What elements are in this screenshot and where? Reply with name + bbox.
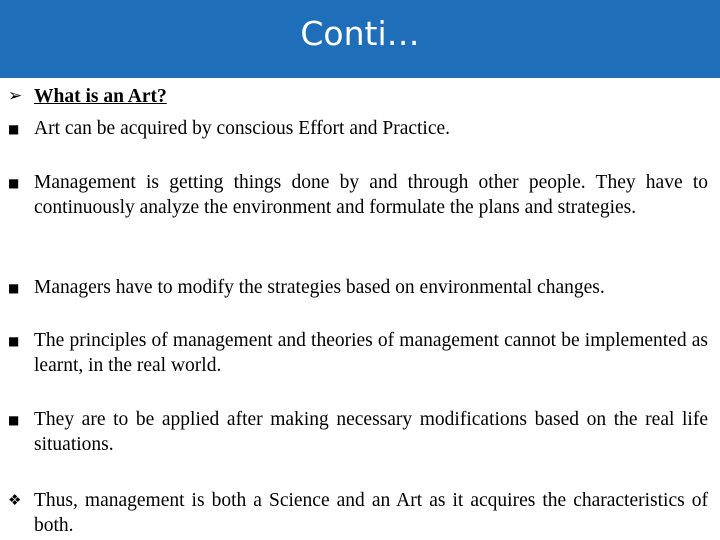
square-bullet-icon: ■ (8, 413, 20, 427)
arrow-bullet-icon: ➢ (8, 86, 23, 106)
bullet-item (8, 116, 708, 141)
bullet-text: Management is getting things done by and through other people. They have to continuously analyze the environment and formulate the plans and strategies. (34, 172, 708, 218)
square-bullet-icon: ■ (8, 176, 20, 190)
bullet-text: Art can be acquired by conscious Effort and Practice. (34, 118, 451, 139)
bullet-item-question (8, 84, 708, 109)
bullet-item-conclusion (8, 488, 708, 538)
square-bullet-icon: ■ (8, 122, 20, 136)
slide-header (0, 0, 720, 78)
bullet-text: Thus, management is both a Science and an Art as it acquires the characteristics of both. (34, 490, 708, 536)
diamond-bullet-icon: ❖ (8, 491, 22, 509)
bullet-text: Managers have to modify the strategies based on environmental changes. (34, 277, 605, 298)
slide-title: Conti… (300, 14, 420, 53)
bullet-item (8, 275, 708, 300)
bullet-item (8, 328, 708, 378)
bullet-item (8, 170, 708, 220)
square-bullet-icon: ■ (8, 334, 20, 348)
bullet-item (8, 407, 708, 457)
square-bullet-icon: ■ (8, 281, 20, 295)
bullet-text: They are to be applied after making necessary modifications based on the real life situations. (34, 409, 708, 455)
bullet-text: The principles of management and theories of management cannot be implemented as learnt, in the real world. (34, 330, 708, 376)
bullet-text: What is an Art? (34, 86, 167, 107)
